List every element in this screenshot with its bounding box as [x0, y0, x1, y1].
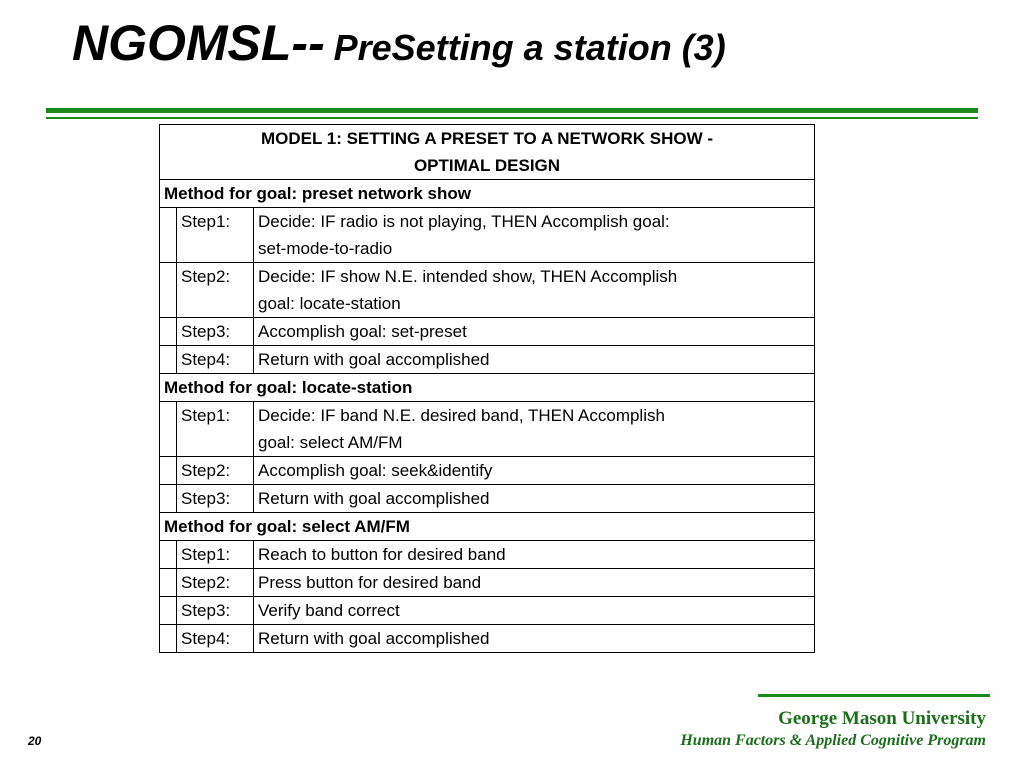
step-label: Step3:: [177, 597, 254, 625]
method-row: [160, 374, 815, 402]
step-indent-cell: [160, 485, 177, 513]
step-label: Step4:: [177, 346, 254, 374]
step-label: Step1:: [177, 541, 254, 569]
step-row: [160, 485, 815, 513]
footer-rule: [758, 694, 990, 697]
table-header-row: [160, 125, 815, 180]
step-description: [254, 263, 815, 318]
method-label: Method for goal: locate-station: [160, 374, 815, 402]
step-description: Verify band correct: [254, 597, 815, 625]
step-indent-cell: [160, 569, 177, 597]
step-label: Step2:: [177, 263, 254, 318]
step-row: [160, 208, 815, 263]
step-row: [160, 402, 815, 457]
step-row: [160, 625, 815, 653]
step-row: [160, 318, 815, 346]
step-description: [254, 208, 815, 263]
step-label: Step2:: [177, 569, 254, 597]
step-description-line2: set-mode-to-radio: [258, 239, 393, 258]
step-indent-cell: [160, 457, 177, 485]
step-description-line1: Decide: IF show N.E. intended show, THEN Accomplish: [258, 267, 678, 286]
table-header-line2: OPTIMAL DESIGN: [413, 156, 561, 175]
step-description-line1: Decide: IF radio is not playing, THEN Accomplish goal:: [258, 212, 670, 231]
step-indent-cell: [160, 402, 177, 457]
step-label: Step4:: [177, 625, 254, 653]
step-label: Step2:: [177, 457, 254, 485]
footer-program: Human Factors & Applied Cognitive Program: [680, 732, 986, 749]
ngomsl-model-table: [159, 124, 815, 653]
method-label: Method for goal: preset network show: [160, 180, 815, 208]
method-row: [160, 513, 815, 541]
step-indent-cell: [160, 208, 177, 263]
step-description: [254, 402, 815, 457]
step-row: [160, 541, 815, 569]
slide-title-main: NGOMSL--: [72, 15, 325, 71]
step-label: Step1:: [177, 402, 254, 457]
method-row: [160, 180, 815, 208]
table-header-line1: MODEL 1: SETTING A PRESET TO A NETWORK SHOW -: [260, 129, 714, 148]
step-description: Return with goal accomplished: [254, 485, 815, 513]
step-row: [160, 597, 815, 625]
step-description-line2: goal: select AM/FM: [258, 433, 403, 452]
step-description: Accomplish goal: seek&identify: [254, 457, 815, 485]
title-rule-thick: [46, 108, 978, 113]
step-row: [160, 569, 815, 597]
step-description: Accomplish goal: set-preset: [254, 318, 815, 346]
step-indent-cell: [160, 541, 177, 569]
step-indent-cell: [160, 346, 177, 374]
step-indent-cell: [160, 318, 177, 346]
step-label: Step3:: [177, 485, 254, 513]
footer-university: George Mason University: [778, 708, 986, 729]
step-label: Step1:: [177, 208, 254, 263]
step-indent-cell: [160, 597, 177, 625]
step-row: [160, 346, 815, 374]
slide-title-sub: PreSetting a station (3): [333, 27, 726, 68]
slide-title: [72, 15, 726, 71]
page-number: 20: [28, 734, 42, 748]
step-description-line2: goal: locate-station: [258, 294, 401, 313]
step-description: Reach to button for desired band: [254, 541, 815, 569]
step-indent-cell: [160, 263, 177, 318]
step-description: Press button for desired band: [254, 569, 815, 597]
step-description: Return with goal accomplished: [254, 625, 815, 653]
step-description: Return with goal accomplished: [254, 346, 815, 374]
step-indent-cell: [160, 625, 177, 653]
step-description-line1: Decide: IF band N.E. desired band, THEN Accomplish: [258, 406, 665, 425]
title-rule-thin: [46, 117, 978, 119]
step-row: [160, 263, 815, 318]
step-label: Step3:: [177, 318, 254, 346]
table-header-cell: [160, 125, 815, 180]
method-label: Method for goal: select AM/FM: [160, 513, 815, 541]
step-row: [160, 457, 815, 485]
